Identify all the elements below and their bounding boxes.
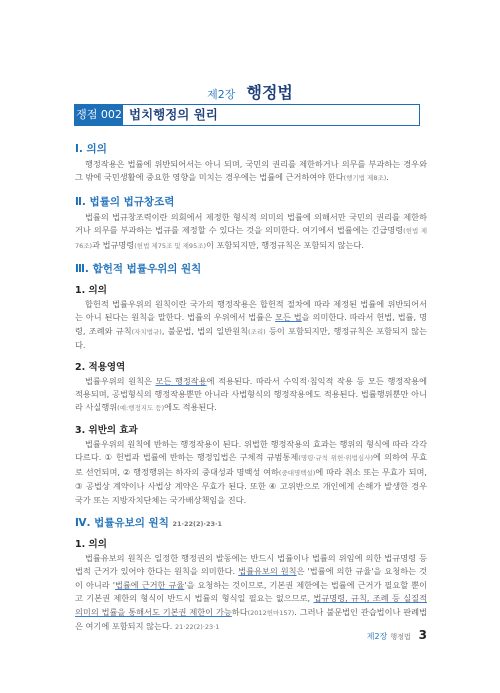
heading-s1: Ⅰ. 의의 <box>75 143 107 155</box>
paragraph-s1: 행정작용은 법률에 위반되어서는 아니 되며, 국민의 권리를 제한하거나 의무를 부과하는 경우와 그 밖에 국민생활에 중요한 영향을 미치는 경우에는 법률에 근거하여야 한다(행기법 제8조). <box>75 159 427 183</box>
section-title: 법치행정의 원리 <box>129 107 218 122</box>
paragraph-s4-1: 법률유보의 원칙은 일정한 행정권의 발동에는 반드시 법률이나 법률의 위임에 의한 법규명령 등 법적 근거가 있어야 한다는 원칙을 의미한다. 법률유보의 원칙은 '법률에 의한 규율'을 요청하는 것이 아니라 '법률에 근거한 규율'을 요청하는 것이므로, 기본권 제한에는 법률에 근거가 필요할 뿐이고 기본권 제한의 형식이 반드시 법률의 형식일 필요는 없으므로, 법규명령, 규칙, 조례 등 실질적 의미의 법률을 통해서도 기본권 제한이 가능하다(2012헌마157). 그러나 불문법인 관습법이나 판례법은 여기에 포함되지 않는다. 21·22(2)·23·1 <box>75 552 427 631</box>
page-number: 3 <box>418 628 427 642</box>
heading-s2: Ⅱ. 법률의 법규창조력 <box>75 195 175 208</box>
heading-s4-1: 1. 의의 <box>75 538 107 550</box>
footer-title: 행정법 <box>390 633 411 641</box>
page-content <box>75 133 427 634</box>
heading-s4: Ⅳ. 법률유보의 원칙 21·22(2)·23·1 <box>75 516 223 529</box>
paragraph-s3-2: 법률우위의 원칙은 모든 행정작용에 적용된다. 따라서 수익적·침익적 작용 등 모든 행정작용에 적용되며, 공법형식의 행정작용뿐만 아니라 사법형식의 행정작용에도 적용된다. 법률행위뿐만 아니라 사실행위(예:행정지도 등)에도 적용된다. <box>75 375 427 413</box>
section-header <box>74 104 420 126</box>
heading-s3: Ⅲ. 합헌적 법률우위의 원칙 <box>75 263 202 276</box>
heading-s3-2: 2. 적용영역 <box>75 361 126 373</box>
section-number: 쟁점 002 <box>75 105 123 125</box>
heading-s3-3: 3. 위반의 효과 <box>75 424 138 436</box>
chapter-header <box>0 80 500 103</box>
chapter-label: 제2장 <box>207 88 236 101</box>
paragraph-s3-3: 법률우위의 원칙에 반하는 행정작용이 된다. 위법한 행정작용의 효과는 행위의 형식에 따라 각각 다르다. ① 헌법과 법률에 반하는 행정입법은 구체적 규범통제(명령·규칙 위헌·위법심사)에 의하여 무효로 선언되며, ② 행정행위는 하자의 중대성과 명백성 여하(중대명백설)에 따라 취소 또는 무효가 되며, ③ 공법상 계약이나 사법상 계약은 무효가 된다. 또한 ④ 고위반으로 개인에게 손해가 발생한 경우 국가 또는 지방자치단체는 국가배상책임을 진다. <box>75 438 427 505</box>
paragraph-s2: 법률의 법규창조력이란 의회에서 제정한 형식적 의미의 법률에 의해서만 국민의 권리를 제한하거나 의무를 부과하는 법규를 제정할 수 있다는 것을 의미한다. 여기에서 법률에는 긴급명령(헌법 제76조)과 법규명령(헌법 제75조 및 제95조)이 포함되지만, 행정규칙은 포함되지 않는다. <box>75 211 427 250</box>
page-footer <box>367 628 427 642</box>
paragraph-s3-1: 합헌적 법률우위의 원칙이란 국가의 행정작용은 합헌적 절차에 따라 제정된 법률에 위반되어서는 아니 된다는 원칙을 말한다. 법률의 우위에서 법률은 모든 법을 의미한다. 따라서 헌법, 법률, 명령, 조례와 규칙(자치법규), 불문법, 법의 일반원칙(조리) 등이 포함되지만, 행정규칙은 포함되지 않는다. <box>75 299 428 351</box>
chapter-title: 행정법 <box>246 83 293 102</box>
heading-s3-1: 1. 의의 <box>75 285 107 297</box>
footer-chapter: 제2장 <box>366 632 388 641</box>
